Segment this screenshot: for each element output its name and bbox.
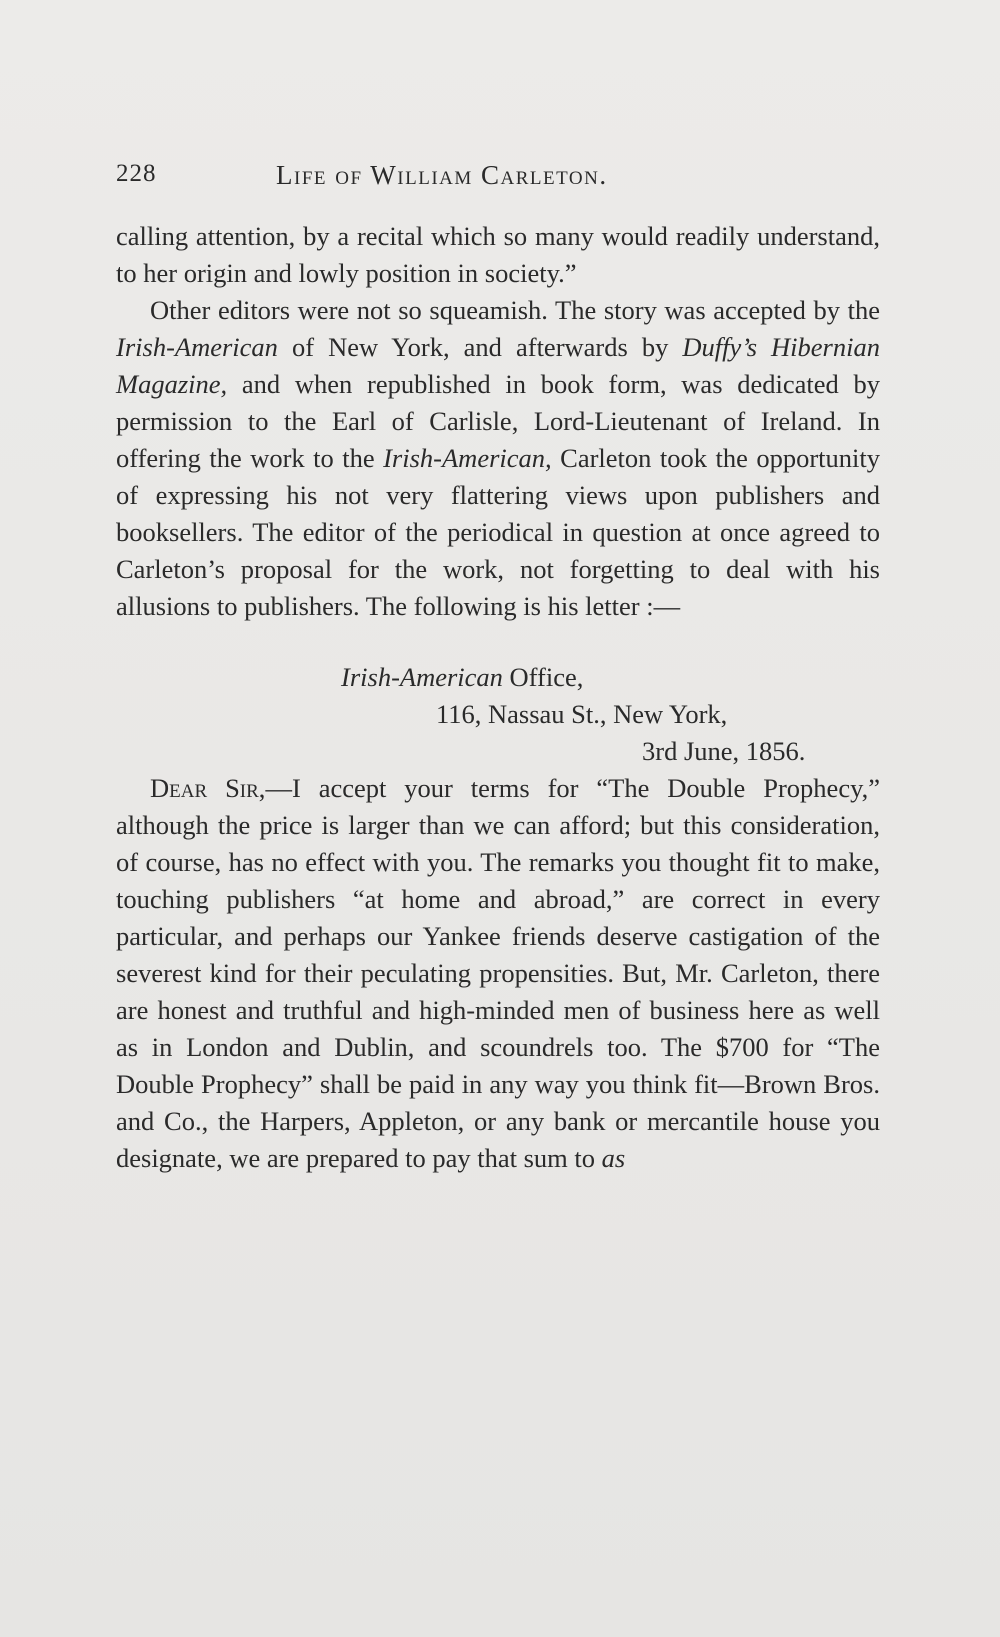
address-line-2: 116, Nassau St., New York, (436, 699, 728, 729)
italic-run: Irish-American (116, 332, 278, 362)
italic-run: Irish-American, (383, 443, 552, 473)
letter-body (116, 770, 880, 1177)
paragraph-editors (116, 292, 880, 625)
paragraph-continued: calling attention, by a recital which so many would readily understand, to her origin and lowly position in society.” (116, 221, 880, 288)
text-run: and when republished in book form, was dedicated by permission to the Earl of Carlisle, Lord-Lieutenant of Ireland. In offering the work to the (116, 369, 880, 473)
text-run: Other editors were not so squeamish. The story was accepted by the (150, 295, 880, 325)
italic-run: as (601, 1143, 626, 1173)
salutation: Dear Sir, (150, 773, 266, 803)
address-line-1 (116, 659, 880, 696)
text-run: Office, (502, 662, 584, 692)
address-line-3: 3rd June, 1856. (642, 736, 806, 766)
text-run: Carleton took the opportunity of expressing his not very flattering views upon publishers and booksellers. The editor of the periodical in question at once agreed to Carleton’s proposal for the work, not forgetting to deal with his allusions to publishers. The following is his letter :— (116, 443, 880, 621)
text-run: —I accept your terms for “The Double Prophecy,” although the price is larger than we can afford; but this consideration, of course, has no effect with you. The remarks you thought fit to make, touching publishers “at home and abroad,” are correct in every particular, and perhaps our Yankee friends deserve castigation of the severest kind for their peculating propensities. But, Mr. Carleton, there are honest and truthful and high-minded men of business here as well as in London and Dublin, and scoundrels too. The $700 for “The Double Prophecy” shall be paid in any way you think fit—Brown Bros. and Co., the Harpers, Appleton, or any bank or mercantile house you designate, we are prepared to pay that sum to (116, 773, 880, 1173)
page-number: 228 (116, 160, 157, 187)
letter-address (116, 659, 880, 770)
running-head: Life of William Carleton. (276, 160, 608, 190)
page-body (116, 218, 880, 1177)
italic-run: Duffy’s Hibernian Magazine, (116, 332, 880, 399)
italic-run: Irish-American (341, 662, 503, 692)
text-run: of New York, and afterwards by (277, 332, 683, 362)
